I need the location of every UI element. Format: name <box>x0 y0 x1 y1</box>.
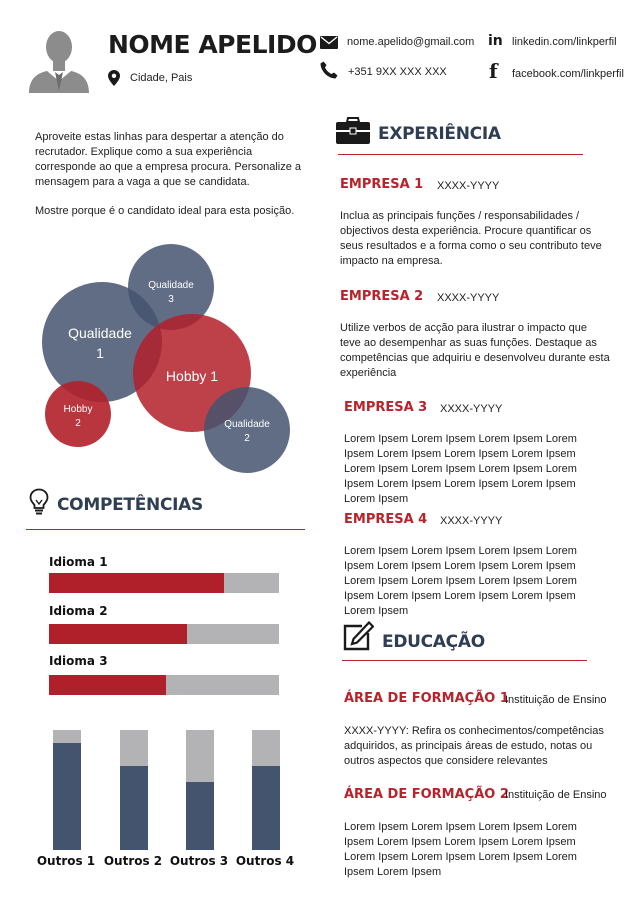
bubble-label-q3a: Qualidade <box>148 280 194 291</box>
lightbulb-icon <box>29 488 49 516</box>
others-label-3: Outros 3 <box>169 854 229 868</box>
facebook[interactable]: facebook.com/linkperfil <box>512 68 624 80</box>
job-dates-3: XXXX-YYYY <box>440 403 503 415</box>
competencias-title: COMPETÊNCIAS <box>57 495 203 515</box>
edu-text-1: XXXX-YYYY: Refira os conhecimentos/competências adquiridos, as principais áreas de estudo, notas ou outros aspectos que considere relevantes <box>344 725 604 767</box>
location-pin-icon <box>108 70 120 86</box>
bubble-label-h2b: 2 <box>75 418 81 429</box>
others-bar-3 <box>186 730 214 850</box>
others-bar-fill-3 <box>186 782 214 850</box>
language-bar-1 <box>49 573 279 593</box>
email-icon <box>320 36 338 49</box>
language-label-1: Idioma 1 <box>49 555 108 569</box>
competencias-rule <box>26 529 305 530</box>
phone-icon <box>320 61 338 79</box>
others-label-1: Outros 1 <box>36 854 96 868</box>
others-bar-1 <box>53 730 81 850</box>
linkedin[interactable]: linkedin.com/linkperfil <box>512 36 617 48</box>
bubble-label-q2a: Qualidade <box>224 419 270 430</box>
edu-institution-2: Instituição de Ensino <box>505 789 607 801</box>
job-text-4: Lorem Ipsem Lorem Ipsem Lorem Ipsem Lorem Ipsem Lorem Ipsem Lorem Ipsem Lorem Ipsem Lorem Ipsem Lorem Ipsem Lorem Ipsem Lorem Ipsem Lorem Ipsem Lorem Ipsem Lorem Ipsem Lorem Ipsem <box>344 545 577 617</box>
job-company-3: EMPRESA 3 <box>344 400 428 415</box>
job-text-3: Lorem Ipsem Lorem Ipsem Lorem Ipsem Lorem Ipsem Lorem Ipsem Lorem Ipsem Lorem Ipsem Lorem Ipsem Lorem Ipsem Lorem Ipsem Lorem Ipsem Lorem Ipsem Lorem Ipsem Lorem Ipsem Lorem Ipsem <box>344 433 577 505</box>
language-bar-fill-3 <box>49 675 166 695</box>
language-bar-fill-1 <box>49 573 224 593</box>
job-company-4: EMPRESA 4 <box>344 512 428 527</box>
bubble-label-h2a: Hobby <box>63 404 93 415</box>
others-label-2: Outros 2 <box>103 854 163 868</box>
language-label-3: Idioma 3 <box>49 654 108 668</box>
facebook-icon: f <box>489 59 498 83</box>
bubble-chart <box>30 240 300 480</box>
location: Cidade, Pais <box>130 72 193 84</box>
intro-paragraph-2: Mostre porque é o candidato ideal para esta posição. <box>35 205 295 217</box>
bubble-label-q1a: Qualidade <box>68 325 132 341</box>
job-company-2: EMPRESA 2 <box>340 289 424 304</box>
briefcase-icon <box>336 117 370 145</box>
bubble-label-q2b: 2 <box>244 433 250 444</box>
language-bar-3 <box>49 675 279 695</box>
candidate-name: NOME APELIDO <box>108 30 317 59</box>
intro-text <box>35 130 310 233</box>
others-label-4: Outros 4 <box>235 854 295 868</box>
others-bar-4 <box>252 730 280 850</box>
others-bar-fill-1 <box>53 743 81 850</box>
educacao-title: EDUCAÇÃO <box>382 632 485 652</box>
others-bar-fill-2 <box>120 766 148 850</box>
language-label-2: Idioma 2 <box>49 604 108 618</box>
others-bar-fill-4 <box>252 766 280 850</box>
others-bar-2 <box>120 730 148 850</box>
job-text-2: Utilize verbos de acção para ilustrar o impacto que teve ao desempenhar as suas funções. Destaque as competências que adquiriu e desenvolveu durante esta experiência <box>340 322 610 379</box>
bubble-label-h1: Hobby 1 <box>165 368 219 384</box>
edu-area-1: ÁREA DE FORMAÇÃO 1 <box>344 691 509 706</box>
edu-area-2: ÁREA DE FORMAÇÃO 2 <box>344 787 509 802</box>
experiencia-title: EXPERIÊNCIA <box>378 124 501 144</box>
job-dates-2: XXXX-YYYY <box>437 292 500 304</box>
edit-icon <box>342 621 374 651</box>
job-dates-1: XXXX-YYYY <box>437 180 500 192</box>
intro-paragraph-1: Aproveite estas linhas para despertar a atenção do recrutador. Explique como a sua experiência corresponde ao que a empresa procura. Personalize a mensagem para a vaga a que se candidata. <box>35 131 301 188</box>
job-dates-4: XXXX-YYYY <box>440 515 503 527</box>
bubble-label-q3b: 3 <box>168 294 174 305</box>
email[interactable]: nome.apelido@gmail.com <box>347 36 475 48</box>
language-bar-2 <box>49 624 279 644</box>
edu-text-2: Lorem Ipsem Lorem Ipsem Lorem Ipsem Lorem Ipsem Lorem Ipsem Lorem Ipsem Lorem Ipsem Lorem Ipsem Lorem Ipsem Lorem Ipsem Lorem Ipsem Lorem Ipsem <box>344 821 577 878</box>
job-text-1: Inclua as principais funções / responsabilidades / objectivos desta experiência. Procure quantificar os seus resultados e a forma como o seu contributo teve impacto na empresa. <box>340 210 602 267</box>
linkedin-icon: in <box>488 33 503 49</box>
experiencia-rule <box>338 154 583 155</box>
bubble-qualidade-2 <box>204 387 290 473</box>
avatar <box>25 27 93 93</box>
educacao-rule <box>342 660 587 661</box>
edu-institution-1: Instituição de Ensino <box>505 694 607 706</box>
bubble-label-q1b: 1 <box>96 345 104 361</box>
language-bar-fill-2 <box>49 624 187 644</box>
phone[interactable]: +351 9XX XXX XXX <box>348 66 447 78</box>
job-company-1: EMPRESA 1 <box>340 177 424 192</box>
